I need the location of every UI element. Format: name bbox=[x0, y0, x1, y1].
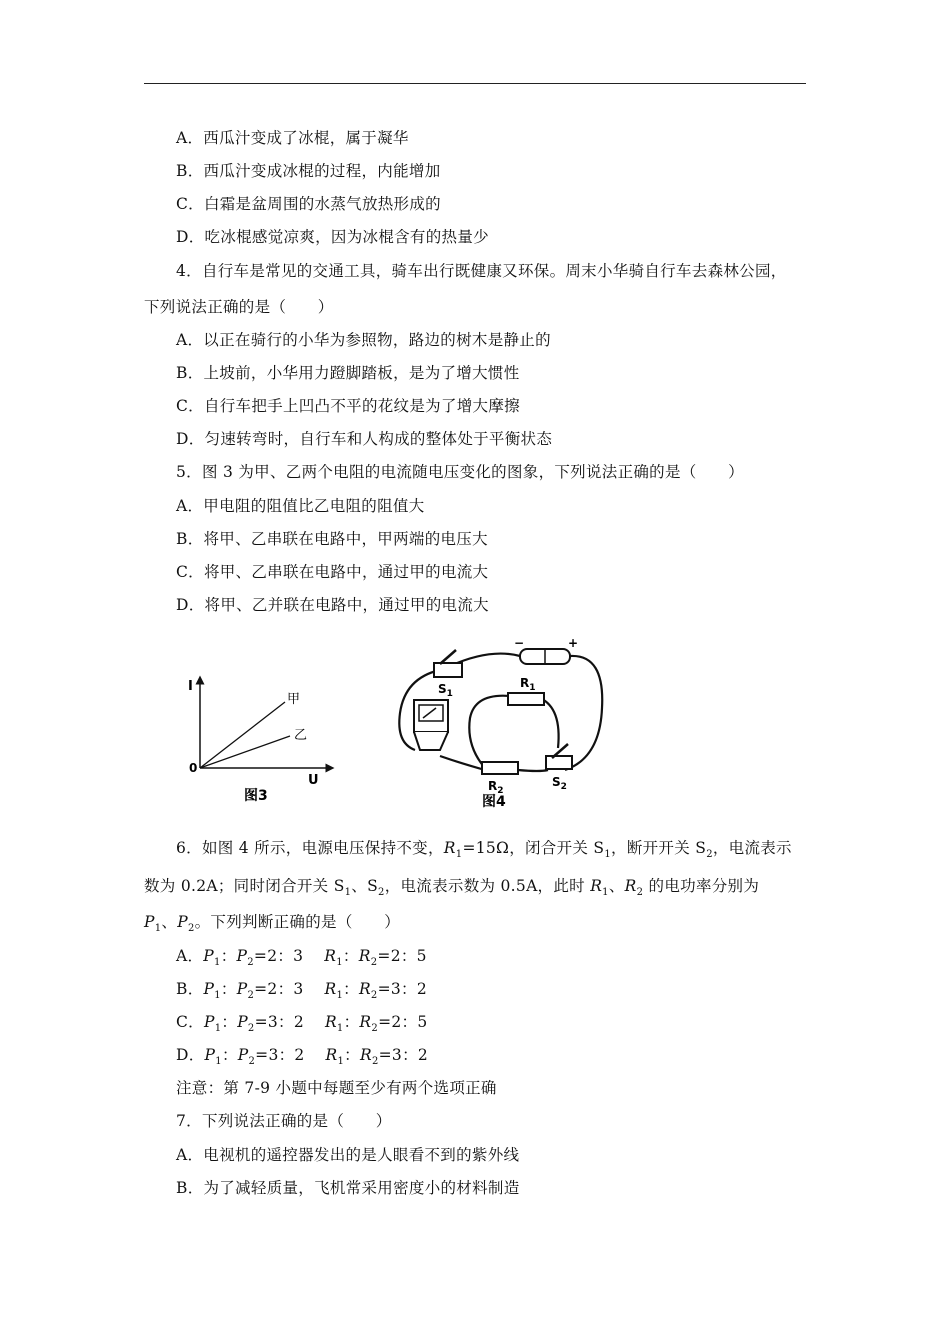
line-jia bbox=[200, 702, 285, 768]
sub: 2 bbox=[187, 923, 195, 935]
ammeter-stand bbox=[414, 732, 448, 750]
x-axis-label: U bbox=[308, 773, 319, 788]
q5-option-c: C．将甲、乙串联在电路中，通过甲的电流大 bbox=[176, 563, 489, 581]
figure-4-caption: 图4 bbox=[482, 794, 506, 810]
q6-stem-line3 bbox=[144, 912, 401, 935]
q4-stem-line2: 下列说法正确的是（ ） bbox=[144, 298, 334, 316]
switch-s1-lever bbox=[440, 650, 456, 664]
y-axis-label: I bbox=[188, 679, 193, 694]
q4-option-d: D．匀速转弯时，自行车和人构成的整体处于平衡状态 bbox=[176, 430, 553, 448]
sub: 1 bbox=[344, 887, 352, 899]
sub: 2 bbox=[706, 849, 713, 861]
q6-text: ，电流表示 bbox=[712, 839, 792, 857]
option-letter: A． bbox=[176, 947, 204, 965]
power-ratio: 2：3 bbox=[267, 980, 304, 998]
var-r: R bbox=[443, 839, 456, 857]
switch-s2-base bbox=[546, 756, 572, 769]
q5-stem: 5．图 3 为甲、乙两个电阻的电流随电压变化的图象，下列说法正确的是（ ） bbox=[176, 463, 744, 481]
q6-text: 、 bbox=[608, 877, 625, 895]
q4-option-b: B．上坡前，小华用力蹬脚踏板，是为了增大惯性 bbox=[176, 364, 520, 382]
q6-text: ，电流表示数为 0.5A，此时 bbox=[384, 877, 591, 895]
var-r: R bbox=[624, 877, 637, 895]
sub: 1 bbox=[154, 923, 162, 935]
q5-option-d: D．将甲、乙并联在电路中，通过甲的电流大 bbox=[176, 596, 489, 614]
power-ratio: 3：2 bbox=[268, 1046, 305, 1064]
q6-text: 、S bbox=[351, 877, 379, 895]
q6-stem-line1 bbox=[176, 838, 792, 861]
wire-bottom-right bbox=[518, 770, 548, 771]
q6-option-c: C．$P_1$：$P_2=3$：2 $R_1$：$R_2=2$：5 bbox=[176, 1013, 428, 1035]
q4-option-a: A．以正在骑行的小华为参照物，路边的树木是静止的 bbox=[176, 331, 551, 349]
figure-3 bbox=[180, 672, 340, 812]
q6-stem-line2 bbox=[144, 876, 760, 899]
sub: 2 bbox=[378, 887, 385, 899]
q3-option-c: C．白霜是盆周围的水蒸气放热形成的 bbox=[176, 195, 441, 213]
q6-text: 。下列判断正确的是（ ） bbox=[194, 913, 401, 931]
var-p: P bbox=[177, 913, 188, 931]
header-rule bbox=[144, 83, 806, 84]
q5-option-b: B．将甲、乙串联在电路中，甲两端的电压大 bbox=[176, 530, 488, 548]
switch-s1-base bbox=[434, 663, 462, 677]
figure-3-caption: 图3 bbox=[244, 788, 268, 804]
var-r: R bbox=[590, 877, 603, 895]
q3-option-b: B．西瓜汁变成冰棍的过程，内能增加 bbox=[176, 162, 441, 180]
option-letter: B． bbox=[176, 980, 204, 998]
option-letter: D． bbox=[176, 1046, 205, 1064]
sub: 1 bbox=[455, 849, 463, 861]
q7-stem: 7．下列说法正确的是（ ） bbox=[176, 1112, 392, 1130]
resistance-ratio: 2：5 bbox=[391, 1013, 428, 1031]
q3-option-a: A．西瓜汁变成了冰棍，属于凝华 bbox=[176, 129, 409, 147]
wire-right bbox=[565, 656, 602, 770]
switch-s2-label: $S_2$ bbox=[552, 775, 567, 792]
q6-option-d: D．$P_1$：$P_2=3$：2 $R_1$：$R_2=3$：2 bbox=[176, 1046, 429, 1068]
line-yi bbox=[200, 736, 290, 768]
line-jia-label: 甲 bbox=[287, 692, 301, 707]
q6-text: 数为 0.2A；同时闭合开关 S bbox=[144, 877, 345, 895]
line-yi-label: 乙 bbox=[294, 728, 308, 743]
q5-option-a: A．甲电阻的阻值比乙电阻的阻值大 bbox=[176, 497, 425, 515]
origin-label: 0 bbox=[189, 761, 198, 775]
figure-4 bbox=[390, 638, 615, 810]
note-line: 注意：第 7-9 小题中每题至少有两个选项正确 bbox=[176, 1079, 497, 1097]
power-ratio: 2：3 bbox=[267, 947, 304, 965]
q6-text: ，断开开关 S bbox=[611, 839, 707, 857]
power-ratio: 3：2 bbox=[267, 1013, 305, 1031]
q7-option-a: A．电视机的遥控器发出的是人眼看不到的紫外线 bbox=[176, 1146, 520, 1164]
battery-plus: + bbox=[568, 638, 579, 650]
resistor-r2 bbox=[482, 762, 518, 774]
sub: 1 bbox=[602, 887, 609, 899]
battery-minus: − bbox=[514, 638, 525, 650]
switch-s1-label: $S_1$ bbox=[438, 682, 453, 699]
q6-text: =15Ω，闭合开关 S bbox=[462, 839, 605, 857]
var-p: P bbox=[144, 913, 155, 931]
resistance-ratio: 3：2 bbox=[391, 1046, 429, 1064]
q6-option-b: B．$P_1$：$P_2=2$：3 $R_1$：$R_2=3$：2 bbox=[176, 980, 428, 1002]
q6-text: 的电功率分别为 bbox=[643, 877, 760, 895]
q6-option-a: A．$P_1$：$P_2=2$：3 $R_1$：$R_2=2$：5 bbox=[176, 947, 427, 969]
wire-inner-left bbox=[469, 696, 510, 768]
q4-option-c: C．自行车把手上凹凸不平的花纹是为了增大摩擦 bbox=[176, 397, 520, 415]
resistance-ratio: 2：5 bbox=[390, 947, 427, 965]
q6-text: 6．如图 4 所示，电源电压保持不变， bbox=[176, 839, 444, 857]
sub: 2 bbox=[636, 887, 644, 899]
q7-option-b: B．为了减轻质量，飞机常采用密度小的材料制造 bbox=[176, 1179, 520, 1197]
q6-text: 、 bbox=[161, 913, 178, 931]
resistance-ratio: 3：2 bbox=[390, 980, 428, 998]
resistor-r1 bbox=[508, 693, 544, 705]
q3-option-d: D．吃冰棍感觉凉爽，因为冰棍含有的热量少 bbox=[176, 228, 489, 246]
option-letter: C． bbox=[176, 1013, 204, 1031]
resistor-r2-label: $R_2$ bbox=[488, 779, 504, 796]
resistor-r1-label: $R_1$ bbox=[520, 676, 536, 693]
q4-stem-line1: 4．自行车是常见的交通工具，骑车出行既健康又环保。周末小华骑自行车去森林公园， bbox=[176, 262, 787, 280]
sub: 1 bbox=[604, 849, 612, 861]
